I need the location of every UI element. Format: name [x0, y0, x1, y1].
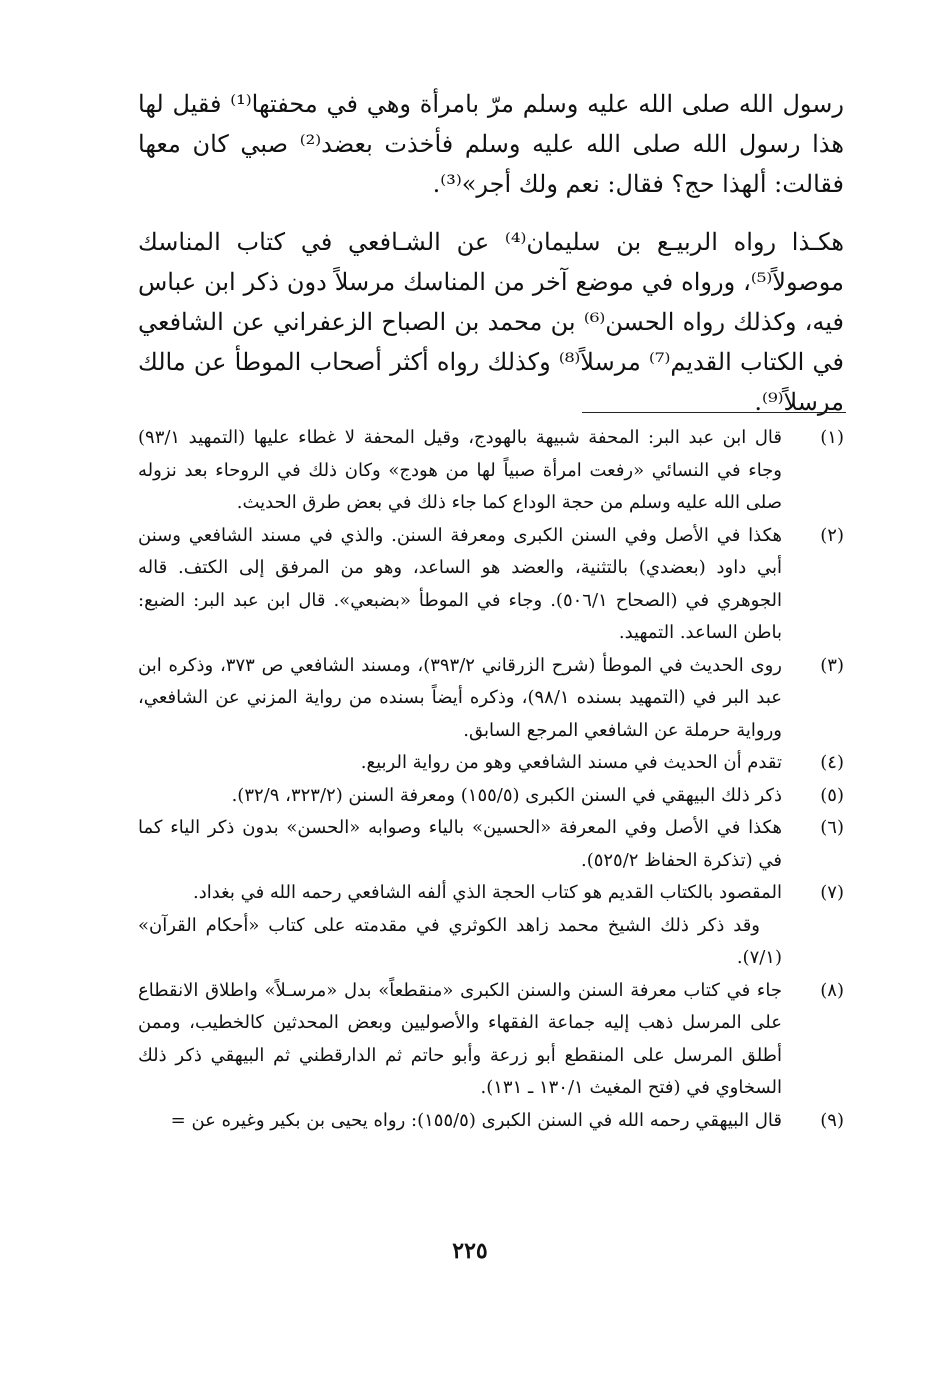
footnote-text: تقدم أن الحديث في مسند الشافعي وهو من رواية الربيع. [360, 752, 782, 773]
footnote-4 [138, 747, 844, 780]
footnote-7 [138, 877, 844, 975]
footnote-number: (٨) [820, 979, 844, 1001]
footnote-text-continuation: وقد ذكر ذلك الشيخ محمد زاهد الكوثري في مقدمته على كتاب «أحكام القرآن» (٧/١). [138, 914, 782, 968]
footnote-3 [138, 650, 844, 748]
page-number: ٢٢٥ [452, 1238, 488, 1264]
footnote-text: هكذا في الأصل وفي السنن الكبرى ومعرفة السنن. والذي في مسند الشافعي وسنن أبي داود (بعضدي) بالتثنية، والعضد هو الساعد، وهو من المرفق إلى الكتف. قاله الجوهري في (الصحاح ٥٠٦/١). وجاء في الموطأ «بضبعي». قال ابن عبد البر: الضبع: باطن الساعد. التمهيد. [138, 524, 783, 643]
footnote-text: هكذا في الأصل وفي المعرفة «الحسين» بالياء وصوابه «الحسن» بدون ذكر الياء كما في (تذكرة الحفاظ ٥٢٥/٢). [138, 817, 782, 871]
footnote-5 [138, 780, 844, 813]
body-paragraph-1: رسول الله صلى الله عليه وسلم مرّ بامرأة وهي في محفتها⁽¹⁾ فقيل لها هذا رسول الله صلى الله عليه وسلم فأخذت بعضد⁽²⁾ صبي كان معها فقالت: ألهذا حج؟ فقال: نعم ولك أجر»⁽³⁾. [138, 90, 844, 198]
body-paragraph-2: هكـذا رواه الربيـع بن سليمان⁽⁴⁾ عن الشـافعي في كتاب المناسك موصولاً⁽⁵⁾، ورواه في موضع آخر من المناسك مرسلاً دون ذكر ابن عباس فيه، وكذلك رواه الحسن⁽⁶⁾ بن محمد بن الصباح الزعفراني عن الشافعي في الكتاب القديم⁽⁷⁾ مرسلاً⁽⁸⁾ وكذلك رواه أكثر أصحاب الموطأ عن مالك مرسلاً⁽⁹⁾. [138, 228, 845, 416]
footnote-number: (٧) [820, 882, 844, 903]
footnote-8 [138, 975, 844, 1105]
footnote-number: (١) [820, 427, 844, 448]
footnote-text: جاء في كتاب معرفة السنن والسنن الكبرى «منقطعاً» بدل «مرسـلاً» واطلاق الانقطاع على المرسل ذهب إليه جماعة الفقهاء والأصوليين وبعض المحدثين كالخطيب، وممن أطلق المرسل على المنقطع أبو زرعة وأبو حاتم ثم الدارقطني ثم البيهقي ذكر ذلك السخاوي في (فتح المغيث ١٣٠/١ ـ ١٣١). [138, 979, 783, 1098]
footnote-number: (٥) [820, 784, 844, 806]
footnote-text: روى الحديث في الموطأ (شرح الزرقاني ٣٩٣/٢)، ومسند الشافعي ص ٣٧٣، وذكره ابن عبد البر في (التمهيد بسنده ٩٨/١)، وذكره أيضاً بسنده من رواية المزني عن الشافعي، ورواية حرملة عن الشافعي المرجع السابق. [138, 654, 782, 741]
footnote-9 [138, 1105, 844, 1138]
footnote-text: قال البيهقي رحمه الله في السنن الكبرى (١٥٥/٥): رواه يحيى بن بكير وغيره عن = [170, 1109, 782, 1131]
footnote-2 [138, 520, 844, 650]
footnote-number: (٣) [820, 654, 844, 676]
footnote-number: (٤) [820, 752, 844, 773]
main-text [138, 84, 844, 422]
footnote-text-block [138, 877, 782, 975]
footnotes-list [138, 422, 844, 1137]
footnote-1 [138, 422, 844, 520]
footnote-number: (٦) [820, 817, 844, 838]
footnote-separator [582, 412, 846, 413]
footnote-text: المقصود بالكتاب القديم هو كتاب الحجة الذي ألفه الشافعي رحمه الله في بغداد. [192, 882, 782, 903]
footnote-number: (٢) [820, 524, 844, 546]
footnote-text: قال ابن عبد البر: المحفة شبيهة بالهودج، وقيل المحفة لا غطاء عليها (التمهيد ٩٣/١) وجاء في النسائي «رفعت امرأة صبياً لها من هودج» وكان ذلك في الروحاء بعد نزوله صلى الله عليه وسلم من حجة الوداع كما جاء ذلك في بعض طرق الحديث. [138, 427, 782, 513]
footnote-number: (٩) [820, 1109, 844, 1131]
footnote-text: ذكر ذلك البيهقي في السنن الكبرى (١٥٥/٥) ومعرفة السنن (٣٢٣/٢، ٣٢/٩). [231, 784, 782, 806]
footnote-6 [138, 812, 844, 877]
